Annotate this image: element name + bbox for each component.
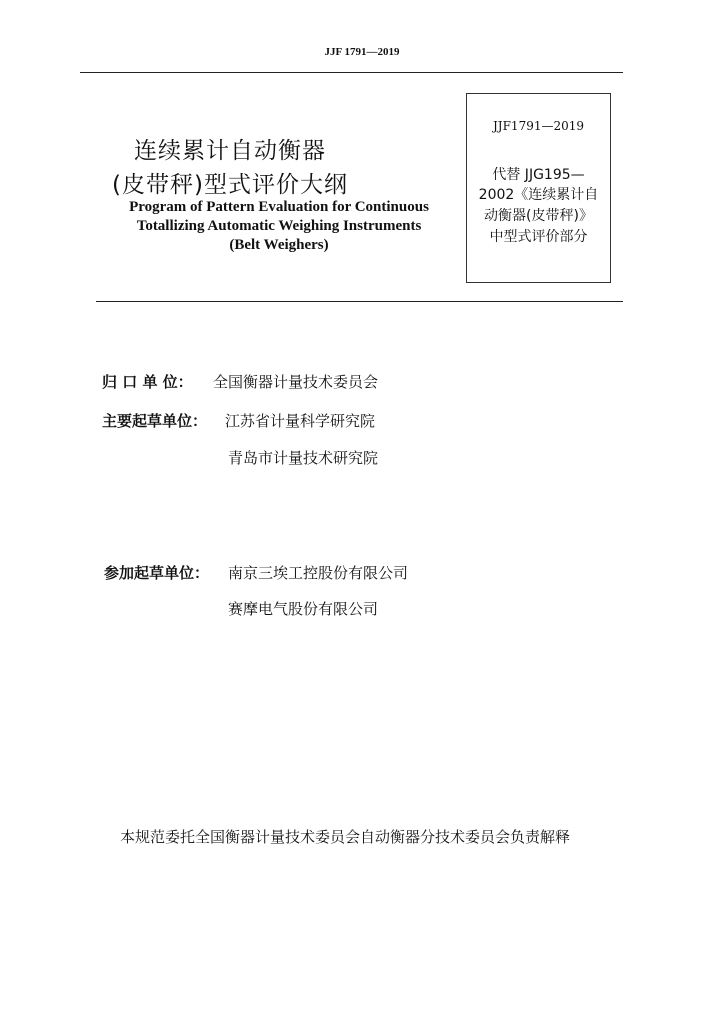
replacement-box-line1: 代替 JJG195— (492, 167, 585, 183)
participating-drafting-value-2: 赛摩电气股份有限公司 (228, 600, 379, 618)
replacement-box-code: JJF1791—2019 (492, 119, 585, 133)
section-rule (96, 301, 623, 302)
title-en-line1: Program of Pattern Evaluation for Continuous (129, 199, 429, 215)
main-drafting-label: 主要起草单位： (102, 412, 208, 430)
participating-drafting-label: 参加起草单位： (104, 564, 210, 582)
replacement-box-line2: 2002《连续累计自 (478, 187, 599, 203)
replacement-box-line3: 动衡器(皮带秤)》 (484, 208, 593, 224)
header-rule (80, 72, 623, 73)
responsible-unit-value: 全国衡器计量技术委员会 (213, 373, 379, 391)
participating-drafting-value-1: 南京三埃工控股份有限公司 (228, 564, 409, 582)
replacement-box-line4: 中型式评价部分 (489, 229, 588, 245)
main-drafting-value-1: 江苏省计量科学研究院 (225, 412, 376, 430)
title-en-line3: (Belt Weighers) (229, 237, 329, 253)
responsible-unit-label: 归 口 单 位： (102, 373, 193, 391)
title-zh-line2: (皮带秤)型式评价大纲 (112, 172, 348, 198)
title-zh-line1: 连续累计自动衡器 (134, 138, 326, 164)
header-standard-code: JJF 1791—2019 (324, 46, 400, 58)
interpretation-note: 本规范委托全国衡器计量技术委员会自动衡器分技术委员会负责解释 (120, 828, 571, 846)
title-en-line2: Totallizing Automatic Weighing Instruments (136, 218, 422, 234)
main-drafting-value-2: 青岛市计量技术研究院 (228, 449, 379, 467)
